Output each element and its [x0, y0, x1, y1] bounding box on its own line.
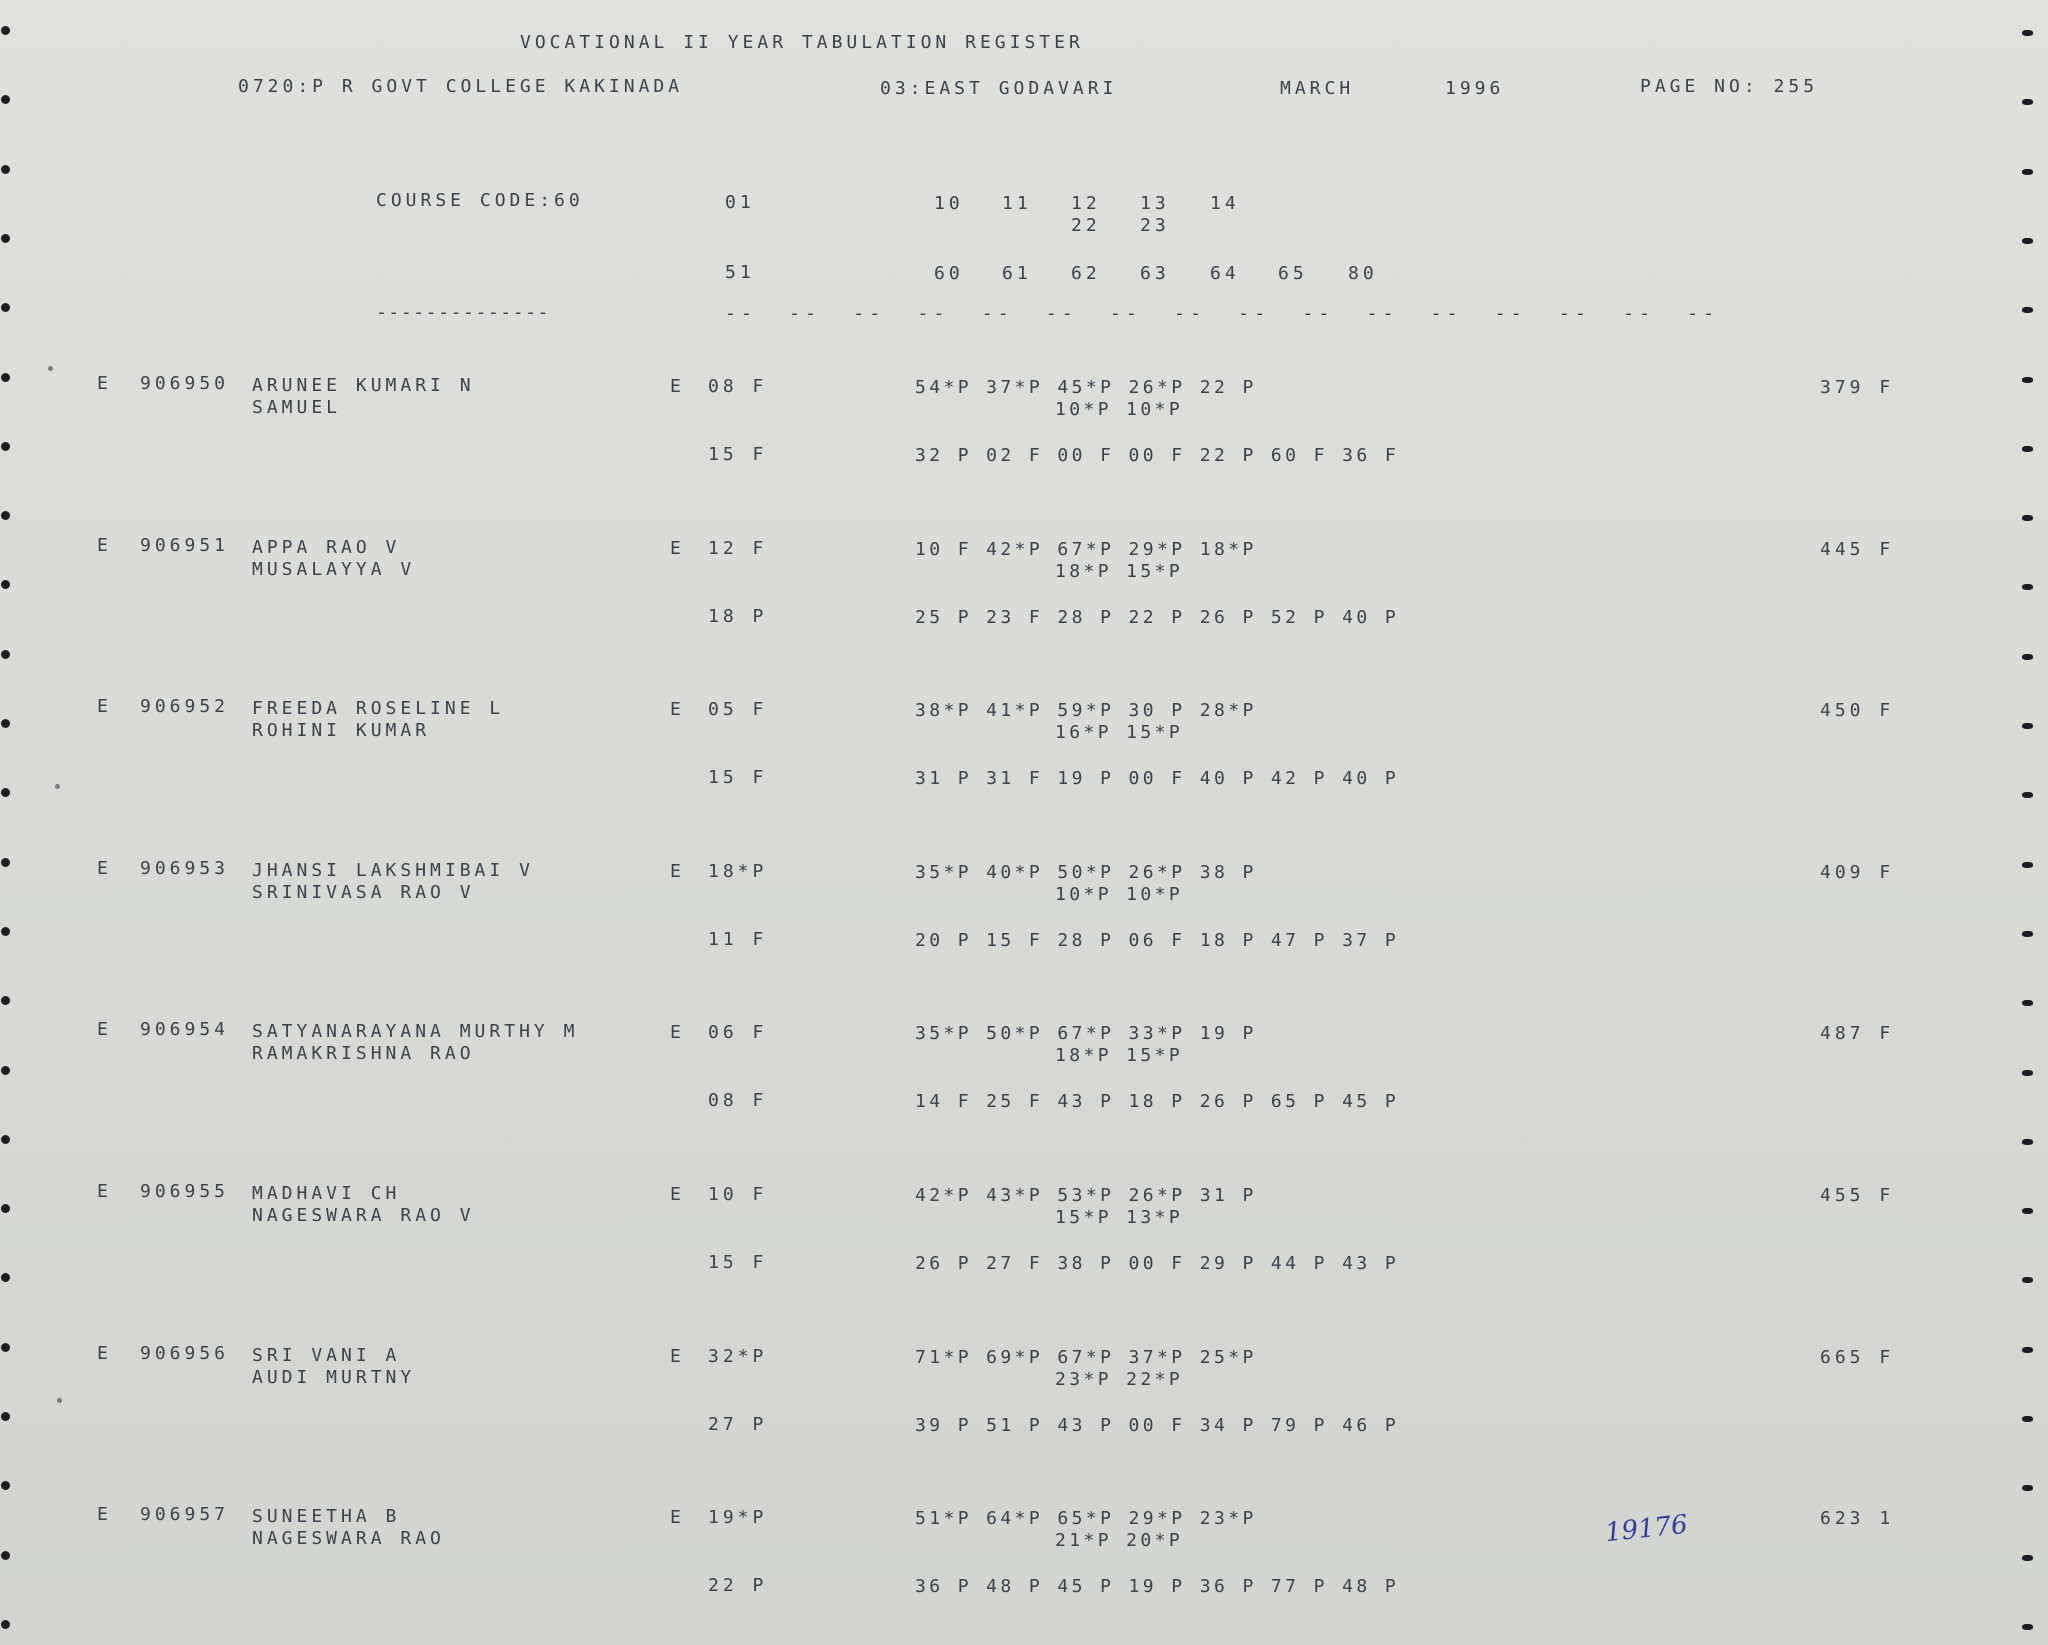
course-code: 80 [1348, 263, 1378, 284]
course-code: 61 [1002, 263, 1032, 284]
perforation-hole [1, 26, 10, 35]
total-result: 665 F [1820, 1347, 1895, 1368]
perforation-hole [2022, 1416, 2033, 1422]
perforation-hole [1, 1135, 10, 1144]
student-tag: E [97, 1019, 112, 1040]
second-year-mark: 15 F [708, 1252, 768, 1273]
perforation-hole [1, 1620, 10, 1629]
student-id: 906955 [140, 1181, 230, 1202]
district-name: 03:EAST GODAVARI [880, 78, 1118, 99]
second-year-marks: 39 P 51 P 43 P 00 F 34 P 79 P 46 P [915, 1415, 1400, 1436]
course-row1-first: 01 [725, 192, 755, 213]
perforation-hole [1, 788, 10, 797]
ink-speck [57, 1398, 62, 1403]
language-code: E [670, 376, 685, 397]
total-result: 455 F [1820, 1185, 1895, 1206]
subject-sub-marks: 15*P 13*P [1055, 1207, 1184, 1228]
column-separator-dashes: -- -- -- -- -- -- -- -- -- -- -- -- -- -- -- -- [725, 303, 1720, 324]
perforation-hole [1, 1273, 10, 1282]
perforation-hole [1, 303, 10, 312]
parent-name: AUDI MURTNY [252, 1367, 416, 1388]
language-code: E [670, 1507, 685, 1528]
perforation-hole [1, 650, 10, 659]
student-name: SRI VANI A [252, 1345, 401, 1366]
language-code: E [670, 1346, 685, 1367]
first-year-mark: 19*P [708, 1507, 768, 1528]
perforation-hole [2022, 1555, 2033, 1561]
perforation-hole [2022, 792, 2033, 798]
second-year-mark: 15 F [708, 444, 768, 465]
perforation-hole [1, 1204, 10, 1213]
perforation-hole [1, 1551, 10, 1560]
parent-name: NAGESWARA RAO V [252, 1205, 475, 1226]
second-year-marks: 25 P 23 F 28 P 22 P 26 P 52 P 40 P [915, 607, 1400, 628]
second-year-mark: 22 P [708, 1575, 768, 1596]
student-id: 906956 [140, 1343, 230, 1364]
perforation-hole [2022, 1485, 2033, 1491]
course-code: 10 [934, 193, 964, 214]
second-year-mark: 15 F [708, 767, 768, 788]
course-code: 12 [1071, 193, 1101, 214]
perforation-hole [1, 580, 10, 589]
student-tag: E [97, 1504, 112, 1525]
course-code: 13 [1140, 193, 1170, 214]
total-result: 379 F [1820, 377, 1895, 398]
perforation-hole [1, 95, 10, 104]
student-id: 906957 [140, 1504, 230, 1525]
student-name: APPA RAO V [252, 537, 401, 558]
subject-marks: 10 F 42*P 67*P 29*P 18*P [915, 539, 1257, 560]
ink-speck [55, 784, 60, 789]
student-id: 906950 [140, 373, 230, 394]
perforation-hole [1, 1412, 10, 1421]
language-code: E [670, 861, 685, 882]
perforation-hole [2022, 1070, 2033, 1076]
perforation-hole [1, 1066, 10, 1075]
student-name: MADHAVI CH [252, 1183, 401, 1204]
subject-marks: 35*P 40*P 50*P 26*P 38 P [915, 862, 1257, 883]
perforation-hole [2022, 1000, 2033, 1006]
page-number: PAGE NO: 255 [1640, 76, 1819, 97]
perforation-hole [2022, 99, 2033, 105]
second-year-mark: 18 P [708, 606, 768, 627]
perforation-hole [2022, 862, 2033, 868]
course-subcode: 22 [1071, 215, 1101, 236]
perforation-hole [2022, 238, 2033, 244]
first-year-mark: 08 F [708, 376, 768, 397]
subject-sub-marks: 10*P 10*P [1055, 884, 1184, 905]
perforation-hole [2022, 931, 2033, 937]
perforation-hole [2022, 723, 2033, 729]
subject-sub-marks: 16*P 15*P [1055, 722, 1184, 743]
subject-sub-marks: 18*P 15*P [1055, 561, 1184, 582]
perforation-hole [2022, 584, 2033, 590]
register-title: VOCATIONAL II YEAR TABULATION REGISTER [520, 32, 1084, 53]
total-result: 487 F [1820, 1023, 1895, 1044]
perforation-hole [1, 858, 10, 867]
course-code: 64 [1210, 263, 1240, 284]
total-result: 445 F [1820, 539, 1895, 560]
course-subcode: 23 [1140, 215, 1170, 236]
subject-marks: 42*P 43*P 53*P 26*P 31 P [915, 1185, 1257, 1206]
student-name: SUNEETHA B [252, 1506, 401, 1527]
perforation-hole [2022, 446, 2033, 452]
student-id: 906952 [140, 696, 230, 717]
subject-marks: 54*P 37*P 45*P 26*P 22 P [915, 377, 1257, 398]
student-tag: E [97, 696, 112, 717]
perforation-hole [1, 442, 10, 451]
subject-sub-marks: 18*P 15*P [1055, 1045, 1184, 1066]
perforation-hole [1, 719, 10, 728]
perforation-hole [2022, 307, 2033, 313]
first-year-mark: 18*P [708, 861, 768, 882]
subject-marks: 71*P 69*P 67*P 37*P 25*P [915, 1347, 1257, 1368]
second-year-marks: 32 P 02 F 00 F 00 F 22 P 60 F 36 F [915, 445, 1400, 466]
subject-sub-marks: 23*P 22*P [1055, 1369, 1184, 1390]
second-year-marks: 14 F 25 F 43 P 18 P 26 P 65 P 45 P [915, 1091, 1400, 1112]
first-year-mark: 12 F [708, 538, 768, 559]
perforation-hole [1, 996, 10, 1005]
perforation-hole [1, 511, 10, 520]
first-year-mark: 05 F [708, 699, 768, 720]
total-result: 450 F [1820, 700, 1895, 721]
perforation-hole [2022, 1139, 2033, 1145]
second-year-marks: 20 P 15 F 28 P 06 F 18 P 47 P 37 P [915, 930, 1400, 951]
perforation-hole [1, 927, 10, 936]
student-tag: E [97, 1181, 112, 1202]
parent-name: RAMAKRISHNA RAO [252, 1043, 475, 1064]
subject-marks: 35*P 50*P 67*P 33*P 19 P [915, 1023, 1257, 1044]
first-year-mark: 06 F [708, 1022, 768, 1043]
course-code: 62 [1071, 263, 1101, 284]
course-code: 63 [1140, 263, 1170, 284]
second-year-marks: 31 P 31 F 19 P 00 F 40 P 42 P 40 P [915, 768, 1400, 789]
total-result: 623 1 [1820, 1508, 1895, 1529]
perforation-hole [2022, 654, 2033, 660]
exam-month: MARCH [1280, 78, 1355, 99]
language-code: E [670, 699, 685, 720]
perforation-hole [1, 165, 10, 174]
subject-sub-marks: 21*P 20*P [1055, 1530, 1184, 1551]
student-tag: E [97, 858, 112, 879]
ink-speck [48, 366, 53, 371]
perforation-hole [1, 1343, 10, 1352]
parent-name: MUSALAYYA V [252, 559, 416, 580]
first-year-mark: 10 F [708, 1184, 768, 1205]
exam-year: 1996 [1445, 78, 1505, 99]
perforation-hole [1, 373, 10, 382]
student-name: JHANSI LAKSHMIBAI V [252, 860, 534, 881]
second-year-mark: 08 F [708, 1090, 768, 1111]
handwritten-note: 19176 [1603, 1509, 1690, 1549]
student-name: FREEDA ROSELINE L [252, 698, 505, 719]
student-tag: E [97, 1343, 112, 1364]
course-code: 60 [934, 263, 964, 284]
subject-marks: 38*P 41*P 59*P 30 P 28*P [915, 700, 1257, 721]
student-id: 906953 [140, 858, 230, 879]
student-name: ARUNEE KUMARI N [252, 375, 475, 396]
student-tag: E [97, 535, 112, 556]
course-row2-first: 51 [725, 262, 755, 283]
perforation-hole [2022, 377, 2033, 383]
second-year-marks: 36 P 48 P 45 P 19 P 36 P 77 P 48 P [915, 1576, 1400, 1597]
college-name: 0720:P R GOVT COLLEGE KAKINADA [238, 76, 684, 97]
second-year-mark: 27 P [708, 1414, 768, 1435]
student-tag: E [97, 373, 112, 394]
language-code: E [670, 1184, 685, 1205]
course-code: 65 [1278, 263, 1308, 284]
perforation-hole [2022, 1277, 2033, 1283]
subject-sub-marks: 10*P 10*P [1055, 399, 1184, 420]
perforation-hole [2022, 1347, 2033, 1353]
student-id: 906954 [140, 1019, 230, 1040]
student-name: SATYANARAYANA MURTHY M [252, 1021, 579, 1042]
second-year-mark: 11 F [708, 929, 768, 950]
perforation-hole [2022, 1208, 2033, 1214]
second-year-marks: 26 P 27 F 38 P 00 F 29 P 44 P 43 P [915, 1253, 1400, 1274]
parent-name: NAGESWARA RAO [252, 1528, 445, 1549]
course-code: 14 [1210, 193, 1240, 214]
student-id: 906951 [140, 535, 230, 556]
perforation-hole [2022, 1624, 2033, 1630]
course-code-label: COURSE CODE:60 [376, 190, 584, 211]
subject-marks: 51*P 64*P 65*P 29*P 23*P [915, 1508, 1257, 1529]
first-year-mark: 32*P [708, 1346, 768, 1367]
perforation-hole [2022, 30, 2033, 36]
parent-name: ROHINI KUMAR [252, 720, 431, 741]
perforation-hole [1, 234, 10, 243]
perforation-hole [1, 1481, 10, 1490]
course-code: 11 [1002, 193, 1032, 214]
language-code: E [670, 1022, 685, 1043]
course-underline: -------------- [376, 302, 551, 323]
language-code: E [670, 538, 685, 559]
parent-name: SRINIVASA RAO V [252, 882, 475, 903]
parent-name: SAMUEL [252, 397, 342, 418]
total-result: 409 F [1820, 862, 1895, 883]
perforation-hole [2022, 515, 2033, 521]
perforation-hole [2022, 169, 2033, 175]
